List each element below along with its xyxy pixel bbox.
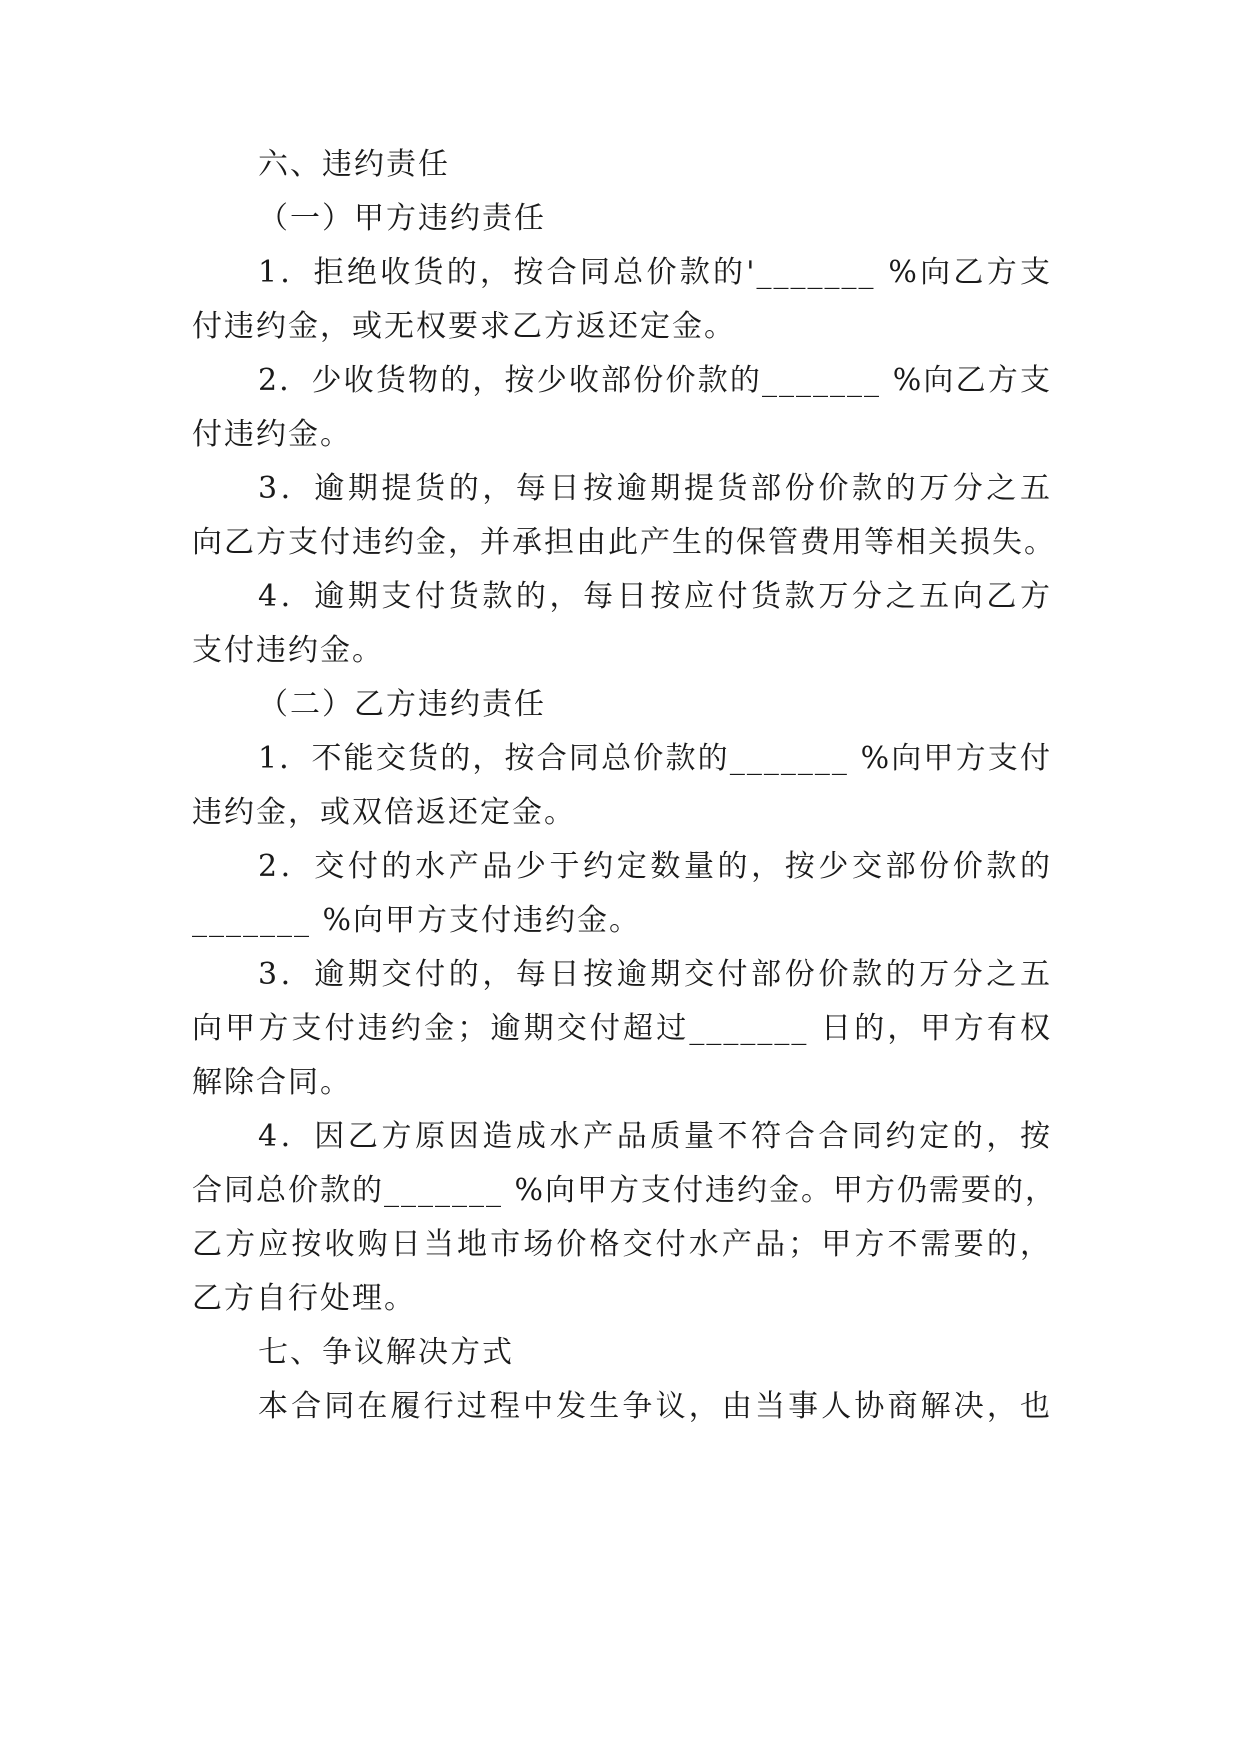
paragraph-line: 付违约金。 xyxy=(192,417,352,452)
paragraph-line: 4．因乙方原因造成水产品质量不符合合同约定的，按 xyxy=(258,1119,1052,1154)
paragraph-line: 2．少收货物的，按少收部份价款的_______ %向乙方支 xyxy=(258,363,1052,398)
paragraph-line: 向甲方支付违约金；逾期交付超过_______ 日的，甲方有权 xyxy=(192,1011,1052,1046)
paragraph-line: 本合同在履行过程中发生争议，由当事人协商解决，也 xyxy=(258,1389,1052,1424)
section-heading-7: 七、争议解决方式 xyxy=(258,1335,514,1370)
paragraph-line: _______ %向甲方支付违约金。 xyxy=(192,903,642,938)
paragraph-line: 向乙方支付违约金，并承担由此产生的保管费用等相关损失。 xyxy=(192,525,1056,560)
subsection-heading-party-b: （二）乙方违约责任 xyxy=(258,687,546,722)
paragraph-line: 支付违约金。 xyxy=(192,633,384,668)
paragraph-line: 3．逾期提货的，每日按逾期提货部份价款的万分之五 xyxy=(258,471,1052,506)
paragraph-line: 解除合同。 xyxy=(192,1065,352,1100)
paragraph-line: 4．逾期支付货款的，每日按应付货款万分之五向乙方 xyxy=(258,579,1052,614)
section-heading-6: 六、违约责任 xyxy=(258,147,450,182)
paragraph-line: 合同总价款的_______ %向甲方支付违约金。甲方仍需要的， xyxy=(192,1173,1058,1208)
paragraph-line: 付违约金，或无权要求乙方返还定金。 xyxy=(192,309,736,344)
paragraph-line: 3．逾期交付的，每日按逾期交付部份价款的万分之五 xyxy=(258,957,1052,992)
paragraph-line: 乙方自行处理。 xyxy=(192,1281,416,1316)
paragraph-line: 1．不能交货的，按合同总价款的_______ %向甲方支付 xyxy=(258,741,1052,776)
paragraph-line: 2．交付的水产品少于约定数量的，按少交部份价款的 xyxy=(258,849,1052,884)
paragraph-line: 乙方应按收购日当地市场价格交付水产品；甲方不需要的， xyxy=(192,1227,1052,1262)
paragraph-line: 1．拒绝收货的，按合同总价款的'_______ %向乙方支 xyxy=(258,255,1052,290)
subsection-heading-party-a: （一）甲方违约责任 xyxy=(258,201,546,236)
paragraph-line: 违约金，或双倍返还定金。 xyxy=(192,795,576,830)
